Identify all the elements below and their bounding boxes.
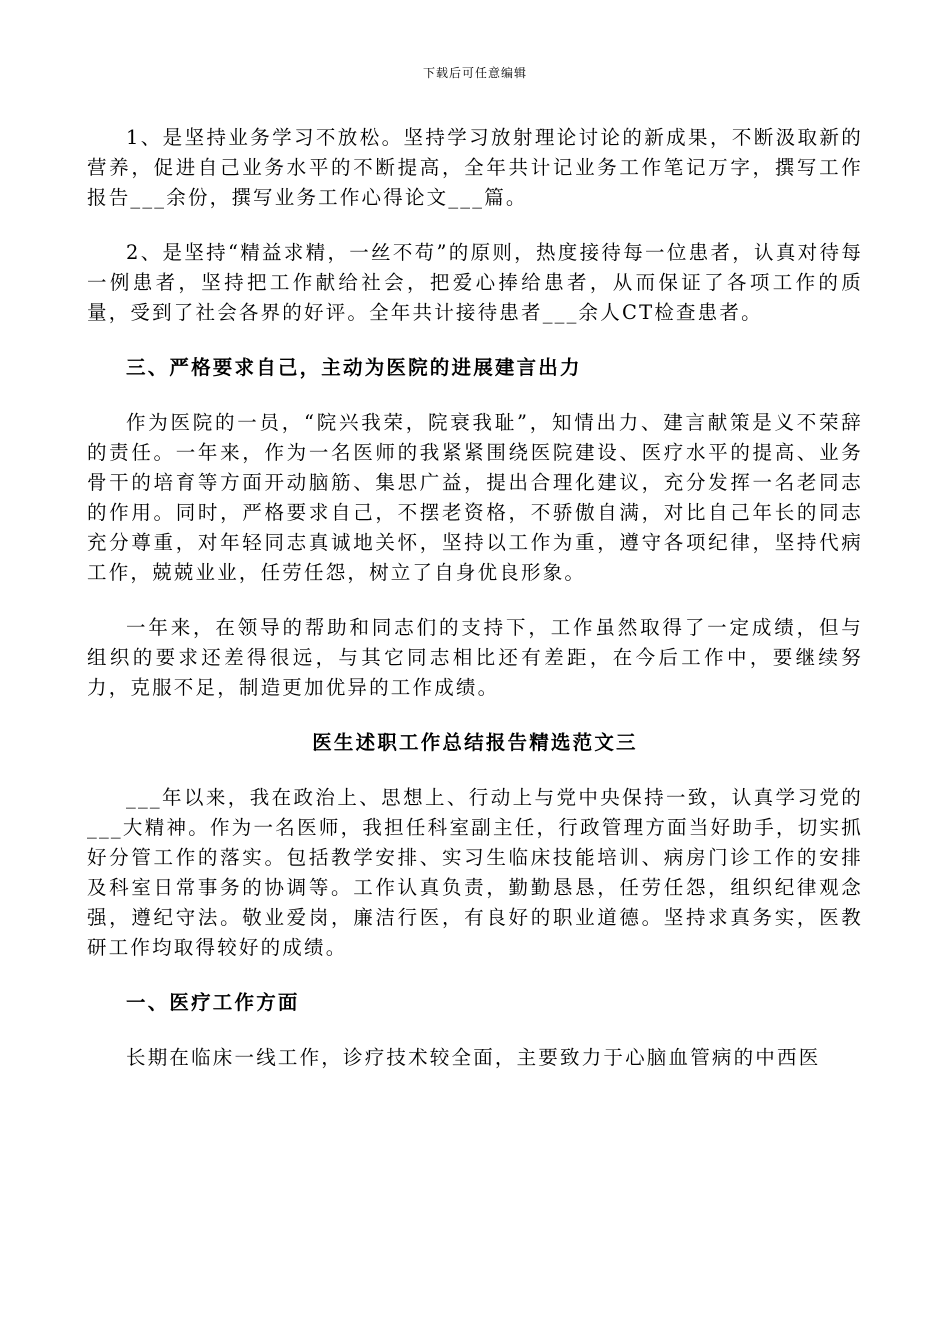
- document-body: [87, 123, 863, 1098]
- paragraph-hospital-member: 作为医院的一员，“院兴我荣，院衰我耻”，知情出力、建言献策是义不荣辞的责任。一年来，作为一名医师的我紧紧围绕医院建设、医疗水平的提高、业务骨干的培育等方面开动脑筋、集思广益，提出合理化建议，充分发挥一名老同志的作用。同时，严格要求自己，不摆老资格，不骄傲自满，对比自己年长的同志充分尊重，对年轻同志真诚地关怀，坚持以工作为重，遵守各项纪律，坚持代病工作，兢兢业业，任劳任怨，树立了自身优良形象。: [87, 411, 863, 584]
- page-header: 下载后可任意编辑: [422, 66, 527, 80]
- document-section-title: 医生述职工作总结报告精选范文三: [312, 731, 638, 754]
- paragraph-business-study: 1、是坚持业务学习不放松。坚持学习放射理论讨论的新成果，不断汲取新的营养，促进自己业务水平的不断提高，全年共计记业务工作笔记万字，撰写工作报告___余份，撰写业务工作心得论文___篇。: [87, 126, 863, 209]
- section-heading-medical-work: 一、医疗工作方面: [126, 991, 300, 1014]
- paragraph-political-work: ___年以来，我在政治上、思想上、行动上与党中央保持一致，认真学习党的___大精神。作为一名医师，我担任科室副主任，行政管理方面当好助手，切实抓好分管工作的落实。包括教学安排、实习生临床技能培训、病房门诊工作的安排及科室日常事务的协调等。工作认真负责，勤勤恳恳，任劳任怨，组织纪律观念强，遵纪守法。敬业爱岗，廉洁行医，有良好的职业道德。坚持求真务实，医教研工作均取得较好的成绩。: [87, 786, 863, 959]
- paragraph-clinical-work: 长期在临床一线工作，诊疗技术较全面，主要致力于心脑血管病的中西医: [126, 1046, 821, 1069]
- paragraph-year-summary: 一年来，在领导的帮助和同志们的支持下，工作虽然取得了一定成绩，但与组织的要求还差得很远，与其它同志相比还有差距，在今后工作中，要继续努力，克服不足，制造更加优异的工作成绩。: [87, 616, 863, 699]
- section-heading-strict-requirements: 三、严格要求自己，主动为医院的进展建言出力: [126, 356, 582, 379]
- paragraph-patient-care: 2、是坚持“精益求精，一丝不苟”的原则，热度接待每一位患者，认真对待每一例患者，坚持把工作献给社会，把爱心捧给患者，从而保证了各项工作的质量，受到了社会各界的好评。全年共计接待患者___余人CT检查患者。: [87, 241, 863, 324]
